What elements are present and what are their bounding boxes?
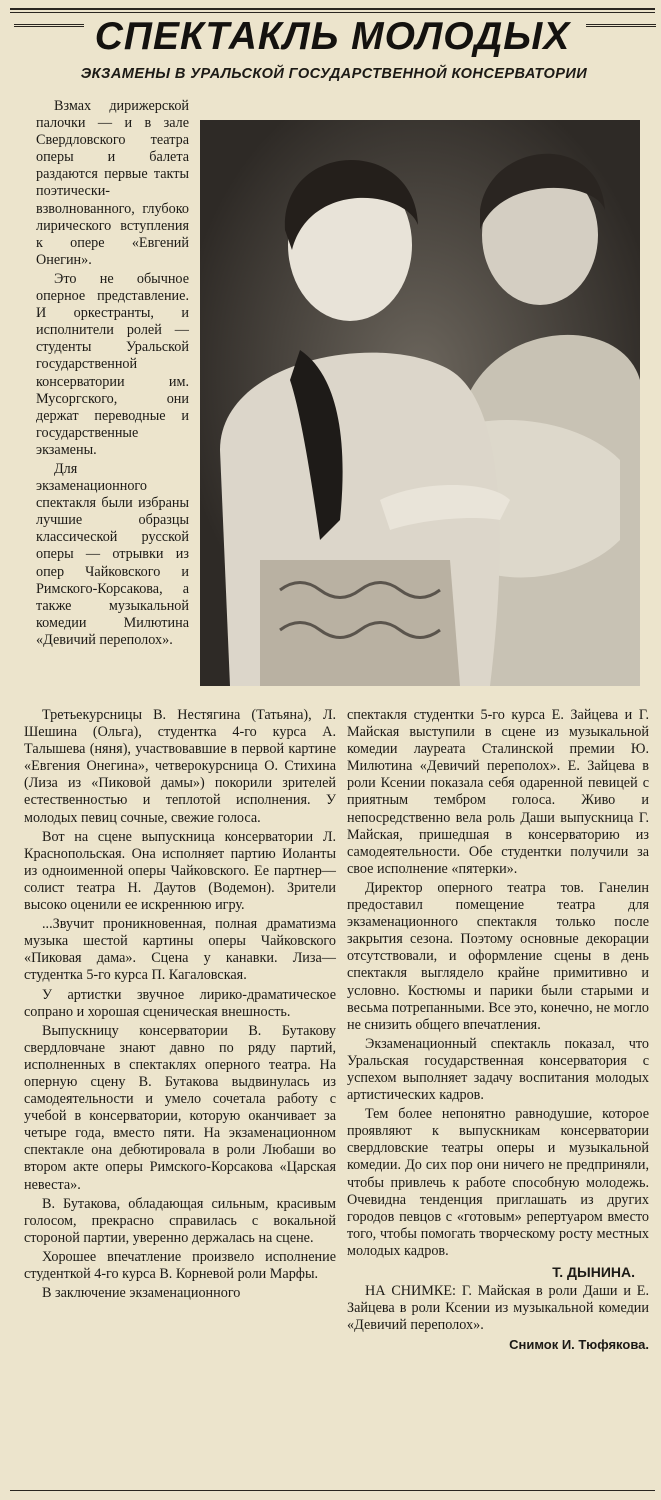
- paragraph: Это не обычное оперное представление. И оркестранты, и исполнители ролей — студенты Уральской государственной консерватории им. Мусоргского, они держат переводные и государственные экзамены.: [36, 270, 189, 458]
- top-border: [10, 8, 655, 10]
- subheadline: ЭКЗАМЕНЫ В УРАЛЬСКОЙ ГОСУДАРСТВЕННОЙ КОНСЕРВАТОРИИ: [80, 66, 588, 82]
- paragraph: Вот на сцене выпускница консерватории Л. Краснопольская. Она исполняет партию Иоланты из одноименной оперы Чайковского. Ее партнер—солист театра Н. Даутов (Водемон). Зрители высоко оценили ее искреннюю игру.: [24, 828, 336, 914]
- headline: СПЕКТАКЛЬ МОЛОДЫХ: [94, 15, 571, 58]
- photo-illustration: [200, 120, 640, 686]
- paragraph: Хорошее впечатление произвело исполнение студенткой 4-го курса В. Корневой роли Марфы.: [24, 1248, 336, 1282]
- top-border-inner: [10, 12, 655, 13]
- photo-caption: НА СНИМКЕ: Г. Майская в роли Даши и Е. Зайцева в роли Ксении из музыкальной комедии «Девичий переполох».: [347, 1283, 649, 1334]
- article-column-3: [347, 707, 649, 1353]
- article-column-2: [24, 707, 336, 1304]
- paragraph: Тем более непонятно равнодушие, которое проявляют к выпускникам консерватории свердловские театры оперы и музыкальной комедии. До сих пор они ничего не предприняли, чтобы привлечь к работе способную молодежь. Очевидна тенденция приглашать из других городов певцов с «готовым» репертуаром вместо того, чтобы помогать творческому росту местных молодых кадров.: [347, 1106, 649, 1259]
- paragraph: спектакля студентки 5-го курса Е. Зайцева и Г. Майская выступили в сцене из музыкальной комедии лауреата Сталинской премии Ю. Милютина «Девичий переполох». Е. Зайцева в роли Ксении показала себя одаренной певицей с приятным тембром голоса. Живо и непосредственно вела роль Даши выпускница Г. Майская, пришедшая в консерваторию из самодеятельности. Обе студентки получили за свое исполнение «пятерки».: [347, 707, 649, 877]
- paragraph: У артистки звучное лирико-драматическое сопрано и хорошая сценическая внешность.: [24, 986, 336, 1020]
- paragraph: ...Звучит проникновенная, полная драматизма музыка шестой картины оперы Чайковского «Пиковая дама». Сцена у канавки. Лиза—студентка 5-го курса П. Кагаловская.: [24, 916, 336, 984]
- paragraph: Для экзаменационного спектакля были избраны лучшие образцы классической русской оперы — отрывки из опер Чайковского и Римского-Корсакова, а также музыкальной комедии Милютина «Девичий переполох».: [36, 460, 189, 648]
- article-photo: [200, 120, 640, 686]
- photo-credit: Снимок И. Тюфякова.: [509, 1337, 649, 1353]
- article-column-1: [36, 98, 189, 651]
- paragraph: Выпускницу консерватории В. Бутакову свердловчане знают давно по ряду партий, исполненных в спектаклях оперного театра. На оперную сцену В. Бутакова выдвинулась из самодеятельности и умело сочетала работу с учебой в консерватории, которую оканчивает за четыре года, вместо пяти. На экзаменационном спектакле она дебютировала в роли Любаши во втором акте оперы Римского-Корсакова «Царская невеста».: [24, 1022, 336, 1193]
- bottom-border: [10, 1490, 655, 1491]
- paragraph: Директор оперного театра тов. Ганелин предоставил помещение театра для экзаменационного спектакля только после закрытия сезона. Поэтому основные декорации отсутствовали, и оформление сцены в день спектакля выглядело крайне примитивно и условно. Костюмы и парики были старыми и весьма потрепанными. Все это, конечно, не могло не снизить общего впечатления.: [347, 879, 649, 1033]
- paragraph: Взмах дирижерской палочки — и в зале Свердловского театра оперы и балета раздаются первые такты поэтически-взволнованного, глубоко лирического вступления к опере «Евгений Онегин».: [36, 98, 189, 268]
- author-signature: Т. ДЫНИНА.: [552, 1264, 635, 1280]
- paragraph: Экзаменационный спектакль показал, что Уральская государственная консерватория с успехом выполняет задачу воспитания молодых артистических кадров.: [347, 1035, 649, 1104]
- paragraph: В. Бутакова, обладающая сильным, красивым голосом, прекрасно справилась с вокальной стороной партии, уверенно держалась на сцене.: [24, 1195, 336, 1246]
- paragraph: В заключение экзаменационного: [42, 1285, 241, 1302]
- paragraph: Третьекурсницы В. Нестягина (Татьяна), Л. Шешина (Ольга), студентка 4-го курса А. Талышева (няня), участвовавшие в первой картине «Евгения Онегина», четверокурсница О. Стихина (Лиза из «Пиковой дамы») покорили зрителей естественностью и теплотой исполнения. У молодых певиц сочные, свежие голоса.: [24, 707, 336, 826]
